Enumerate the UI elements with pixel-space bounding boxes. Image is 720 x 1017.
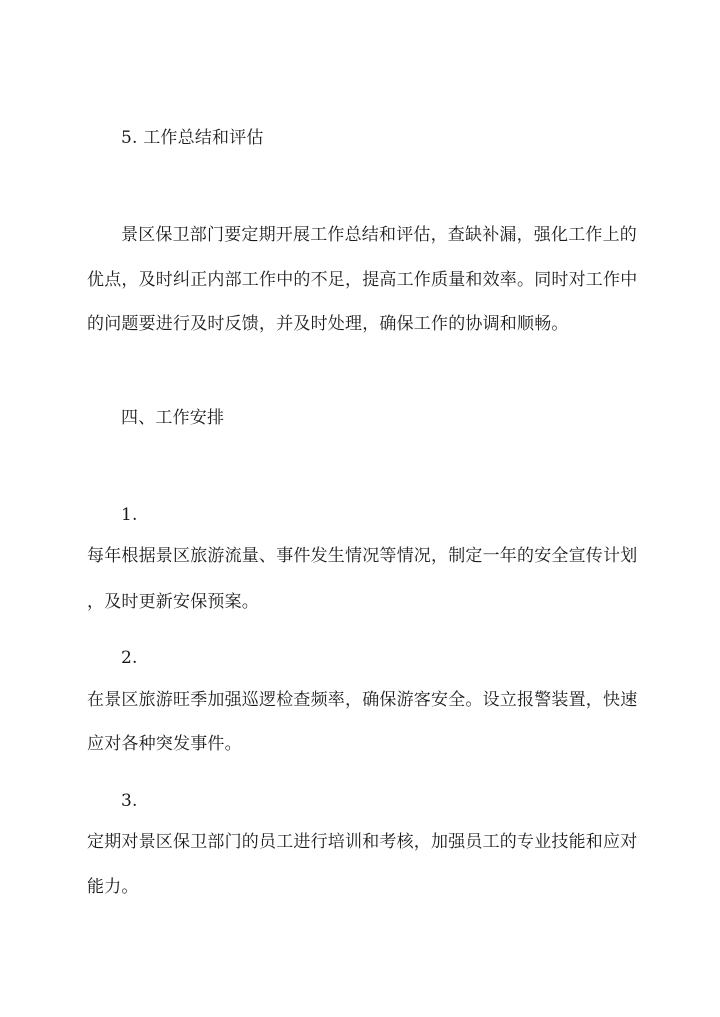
- section-4-heading: 四、工作安排: [121, 408, 225, 428]
- item-1-line-1: 每年根据景区旅游流量、事件发生情况等情况，制定一年的安全宣传计划: [87, 546, 638, 566]
- section-5-heading: 5. 工作总结和评估: [121, 128, 264, 148]
- item-3-line-1: 定期对景区保卫部门的员工进行培训和考核，加强员工的专业技能和应对: [87, 832, 638, 852]
- item-3-line-2: 能力。: [87, 877, 139, 897]
- section-5-paragraph-line-3: 的问题要进行及时反馈，并及时处理，确保工作的协调和顺畅。: [87, 314, 569, 334]
- item-2-number: 2.: [121, 648, 138, 668]
- section-5-paragraph-line-1: 景区保卫部门要定期开展工作总结和评估，查缺补漏，强化工作上的: [121, 225, 637, 245]
- item-1-number: 1.: [121, 505, 138, 525]
- item-1-line-2: ，及时更新安保预案。: [87, 592, 259, 612]
- section-5-paragraph-line-2: 优点，及时纠正内部工作中的不足，提高工作质量和效率。同时对工作中: [87, 270, 638, 290]
- item-3-number: 3.: [121, 791, 138, 811]
- item-2-line-2: 应对各种突发事件。: [87, 734, 242, 754]
- item-2-line-1: 在景区旅游旺季加强巡逻检查频率，确保游客安全。设立报警装置，快速: [87, 690, 638, 710]
